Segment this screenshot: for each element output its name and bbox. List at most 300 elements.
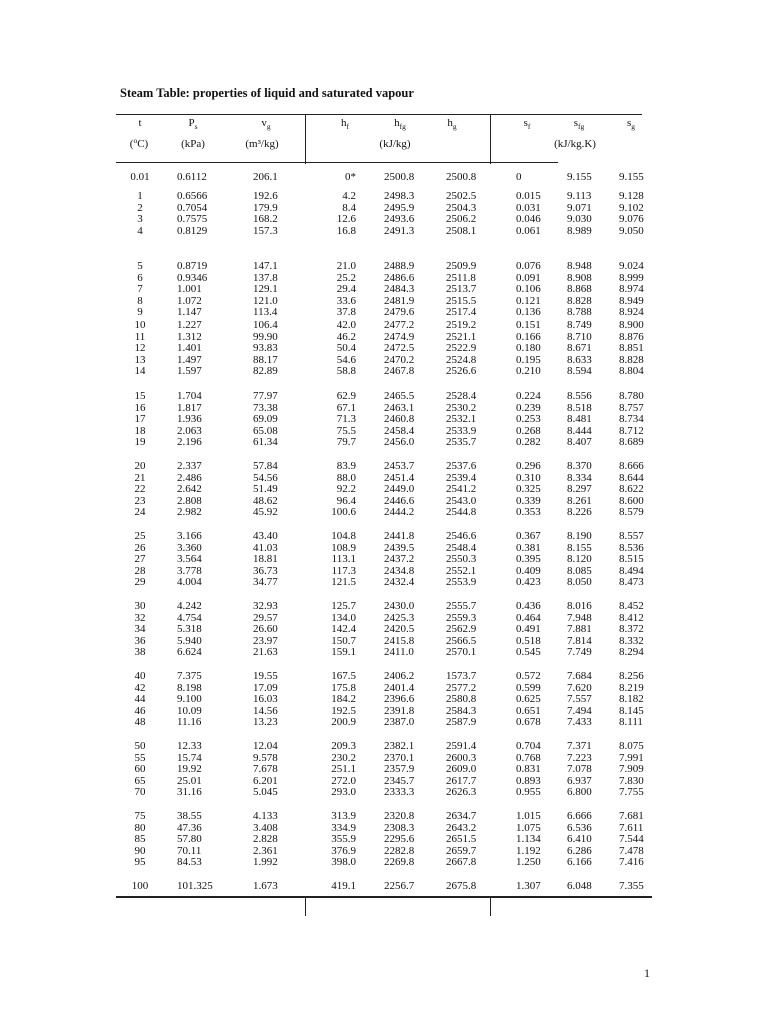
cell-sg: 7.478 xyxy=(619,844,644,857)
cell-vg: 18.81 xyxy=(253,553,278,566)
cell-hg: 2509.9 xyxy=(446,260,477,272)
cell-sfg: 8.120 xyxy=(567,553,592,566)
cell-hg: 2515.5 xyxy=(446,294,477,307)
cell-sg: 8.974 xyxy=(619,283,644,296)
cell-vg: 147.1 xyxy=(253,260,278,272)
cell-t: 23 xyxy=(134,494,146,507)
cell-hfg: 2491.3 xyxy=(384,224,415,237)
cell-vg: 32.93 xyxy=(253,600,278,612)
cell-sfg: 8.050 xyxy=(567,576,592,589)
cell-sf: 0.339 xyxy=(516,494,541,507)
cell-t: 7 xyxy=(137,283,143,296)
cell-sf: 0.395 xyxy=(516,553,541,566)
cell-ps: 3.778 xyxy=(177,564,202,577)
cell-hf: 175.8 xyxy=(331,681,356,694)
cell-t: 60 xyxy=(134,763,146,776)
cell-ps: 2.642 xyxy=(177,483,202,496)
cell-sfg: 9.071 xyxy=(567,201,592,214)
cell-t: 85 xyxy=(134,833,146,846)
cell-hfg: 2484.3 xyxy=(384,283,415,296)
cell-vg: 34.77 xyxy=(253,576,278,589)
cell-sfg: 6.800 xyxy=(567,786,592,799)
cell-sf: 0.253 xyxy=(516,413,541,426)
cell-hf: 200.9 xyxy=(331,716,356,729)
cell-vg: 93.83 xyxy=(253,342,278,355)
cell-sfg: 8.908 xyxy=(567,271,592,284)
cell-sfg: 7.620 xyxy=(567,681,592,694)
cell-sfg: 8.016 xyxy=(567,600,592,612)
cell-ps: 19.92 xyxy=(177,763,202,776)
cell-sfg: 8.085 xyxy=(567,564,592,577)
cell-sg: 7.991 xyxy=(619,751,644,764)
cell-hg: 2566.5 xyxy=(446,634,477,647)
cell-hg: 2591.4 xyxy=(446,740,477,752)
cell-ps: 1.704 xyxy=(177,390,202,402)
cell-sf: 0.367 xyxy=(516,530,541,542)
cell-hfg: 2256.7 xyxy=(384,880,415,892)
cell-hf: 96.4 xyxy=(336,494,356,507)
cell-vg: 45.92 xyxy=(253,506,278,519)
cell-hf: 88.0 xyxy=(336,471,356,484)
cell-vg: 41.03 xyxy=(253,541,278,554)
cell-hg: 2524.8 xyxy=(446,353,477,366)
cell-hg: 2526.6 xyxy=(446,365,477,378)
cell-sfg: 8.594 xyxy=(567,365,592,378)
cell-sf: 0.296 xyxy=(516,460,541,472)
cell-t: 4 xyxy=(137,224,143,237)
cell-hfg: 2396.6 xyxy=(384,693,415,706)
cell-hf: 46.2 xyxy=(336,330,356,343)
cell-hf: 134.0 xyxy=(331,611,356,624)
cell-ps: 1.147 xyxy=(177,306,202,319)
cell-hg: 2513.7 xyxy=(446,283,477,296)
cell-hf: 121.5 xyxy=(331,576,356,589)
cell-sf: 0.166 xyxy=(516,330,541,343)
cell-vg: 14.56 xyxy=(253,704,278,717)
cell-sf: 0.015 xyxy=(516,190,541,202)
cell-sfg: 7.371 xyxy=(567,740,592,752)
cell-t: 40 xyxy=(134,670,146,682)
cell-t: 25 xyxy=(134,530,146,542)
cell-hfg: 2357.9 xyxy=(384,763,415,776)
cell-t: 1 xyxy=(137,190,143,202)
cell-sf: 0.061 xyxy=(516,224,541,237)
cell-hf: 419.1 xyxy=(331,880,356,892)
cell-hg: 2552.1 xyxy=(446,564,477,577)
cell-hfg: 2432.4 xyxy=(384,576,415,589)
cell-hg: 2659.7 xyxy=(446,844,477,857)
cell-hg: 2559.3 xyxy=(446,611,477,624)
cell-hg: 2587.9 xyxy=(446,716,477,729)
cell-hf: 37.8 xyxy=(336,306,356,319)
cell-t: 90 xyxy=(134,844,146,857)
cell-vg: 7.678 xyxy=(253,763,278,776)
cell-vg: 2.828 xyxy=(253,833,278,846)
cell-ps: 0.9346 xyxy=(177,271,208,284)
cell-sf: 0.381 xyxy=(516,541,541,554)
cell-sf: 0 xyxy=(516,171,522,183)
cell-sf: 0.091 xyxy=(516,271,541,284)
cell-hfg: 2474.9 xyxy=(384,330,415,343)
cell-ps: 3.166 xyxy=(177,530,202,542)
cell-hg: 2533.9 xyxy=(446,424,477,437)
cell-sf: 0.031 xyxy=(516,201,541,214)
cell-sg: 8.412 xyxy=(619,611,644,624)
cell-sfg: 6.166 xyxy=(567,856,592,869)
cell-vg: 206.1 xyxy=(253,171,278,183)
cell-sfg: 8.788 xyxy=(567,306,592,319)
cell-hfg: 2486.6 xyxy=(384,271,415,284)
cell-vg: 65.08 xyxy=(253,424,278,437)
cell-vg: 19.55 xyxy=(253,670,278,682)
cell-sf: 0.046 xyxy=(516,213,541,226)
cell-hfg: 2282.8 xyxy=(384,844,415,857)
cell-hfg: 2382.1 xyxy=(384,740,415,752)
cell-hf: 192.5 xyxy=(331,704,356,717)
cell-vg: 12.04 xyxy=(253,740,278,752)
header-hg: $h_g$ xyxy=(447,117,457,131)
cell-hfg: 2488.9 xyxy=(384,260,415,272)
cell-hf: 54.6 xyxy=(336,353,356,366)
cell-sfg: 7.078 xyxy=(567,763,592,776)
cell-sg: 8.644 xyxy=(619,471,644,484)
cell-hf: 104.8 xyxy=(331,530,356,542)
table-title: Steam Table: properties of liquid and saturated vapour xyxy=(120,86,414,100)
cell-sfg: 6.666 xyxy=(567,810,592,822)
cell-sg: 7.755 xyxy=(619,786,644,799)
cell-ps: 101.325 xyxy=(177,880,213,892)
cell-vg: 48.62 xyxy=(253,494,278,507)
cell-hfg: 2453.7 xyxy=(384,460,415,472)
cell-sg: 8.666 xyxy=(619,460,644,472)
cell-hf: 100.6 xyxy=(331,506,356,519)
cell-hf: 150.7 xyxy=(331,634,356,647)
cell-vg: 129.1 xyxy=(253,283,278,296)
divider-s-bottom xyxy=(490,896,491,916)
cell-vg: 26.60 xyxy=(253,623,278,636)
cell-hfg: 2465.5 xyxy=(384,390,415,402)
cell-t: 27 xyxy=(134,553,146,566)
cell-hg: 2548.4 xyxy=(446,541,477,554)
cell-hg: 1573.7 xyxy=(446,670,477,682)
cell-sfg: 8.261 xyxy=(567,494,592,507)
cell-sg: 9.050 xyxy=(619,224,644,237)
cell-ps: 11.16 xyxy=(177,716,202,729)
cell-hfg: 2498.3 xyxy=(384,190,415,202)
cell-sfg: 8.407 xyxy=(567,436,592,449)
cell-ps: 25.01 xyxy=(177,774,202,787)
cell-hfg: 2479.6 xyxy=(384,306,415,319)
cell-sg: 8.494 xyxy=(619,564,644,577)
cell-hf: 71.3 xyxy=(336,413,356,426)
cell-hg: 2562.9 xyxy=(446,623,477,636)
cell-sg: 8.924 xyxy=(619,306,644,319)
cell-hg: 2634.7 xyxy=(446,810,477,822)
cell-ps: 38.55 xyxy=(177,810,202,822)
cell-sf: 0.491 xyxy=(516,623,541,636)
cell-vg: 82.89 xyxy=(253,365,278,378)
cell-sf: 0.436 xyxy=(516,600,541,612)
cell-hfg: 2470.2 xyxy=(384,353,415,366)
cell-vg: 1.992 xyxy=(253,856,278,869)
cell-ps: 2.063 xyxy=(177,424,202,437)
cell-hfg: 2477.2 xyxy=(384,319,415,331)
cell-ps: 5.318 xyxy=(177,623,202,636)
cell-sfg: 8.518 xyxy=(567,401,592,414)
cell-sg: 8.452 xyxy=(619,600,644,612)
cell-sf: 0.545 xyxy=(516,646,541,659)
cell-ps: 84.53 xyxy=(177,856,202,869)
cell-sfg: 8.444 xyxy=(567,424,592,437)
cell-sf: 0.831 xyxy=(516,763,541,776)
cell-sg: 8.256 xyxy=(619,670,644,682)
cell-sf: 0.572 xyxy=(516,670,541,682)
cell-hg: 2517.4 xyxy=(446,306,477,319)
cell-sf: 0.893 xyxy=(516,774,541,787)
cell-t: 75 xyxy=(134,810,146,822)
cell-ps: 2.196 xyxy=(177,436,202,449)
cell-hfg: 2456.0 xyxy=(384,436,415,449)
cell-sg: 7.355 xyxy=(619,880,644,892)
cell-hfg: 2446.6 xyxy=(384,494,415,507)
cell-hf: 0* xyxy=(345,171,356,183)
cell-sg: 8.828 xyxy=(619,353,644,366)
cell-hg: 2546.6 xyxy=(446,530,477,542)
cell-ps: 47.36 xyxy=(177,821,202,834)
cell-sfg: 6.410 xyxy=(567,833,592,846)
cell-t: 50 xyxy=(134,740,146,752)
header-hfg: $h_{fg}$ xyxy=(394,117,406,131)
cell-hfg: 2295.6 xyxy=(384,833,415,846)
cell-t: 2 xyxy=(137,201,143,214)
cell-t: 19 xyxy=(134,436,146,449)
cell-t: 55 xyxy=(134,751,146,764)
cell-hfg: 2387.0 xyxy=(384,716,415,729)
cell-hf: 25.2 xyxy=(336,271,356,284)
unit-ps: (kPa) xyxy=(181,138,205,150)
cell-sfg: 8.481 xyxy=(567,413,592,426)
cell-sfg: 8.556 xyxy=(567,390,592,402)
cell-hg: 2502.5 xyxy=(446,190,477,202)
cell-hfg: 2444.2 xyxy=(384,506,415,519)
cell-vg: 57.84 xyxy=(253,460,278,472)
cell-sf: 0.423 xyxy=(516,576,541,589)
cell-hfg: 2460.8 xyxy=(384,413,415,426)
cell-sg: 7.416 xyxy=(619,856,644,869)
cell-ps: 70.11 xyxy=(177,844,202,857)
cell-sfg: 8.710 xyxy=(567,330,592,343)
cell-t: 34 xyxy=(134,623,146,636)
cell-hf: 108.9 xyxy=(331,541,356,554)
cell-vg: 137.8 xyxy=(253,271,278,284)
cell-sfg: 8.190 xyxy=(567,530,592,542)
cell-sg: 8.734 xyxy=(619,413,644,426)
cell-ps: 3.360 xyxy=(177,541,202,554)
cell-sfg: 7.433 xyxy=(567,716,592,729)
cell-vg: 23.97 xyxy=(253,634,278,647)
cell-sf: 0.955 xyxy=(516,786,541,799)
cell-sfg: 8.297 xyxy=(567,483,592,496)
cell-sg: 8.712 xyxy=(619,424,644,437)
cell-hg: 2553.9 xyxy=(446,576,477,589)
cell-t: 3 xyxy=(137,213,143,226)
cell-sg: 8.804 xyxy=(619,365,644,378)
cell-hg: 2508.1 xyxy=(446,224,477,237)
cell-vg: 4.133 xyxy=(253,810,278,822)
cell-sfg: 7.881 xyxy=(567,623,592,636)
cell-ps: 1.001 xyxy=(177,283,202,296)
divider-h-top xyxy=(305,114,306,164)
cell-ps: 15.74 xyxy=(177,751,202,764)
cell-t: 100 xyxy=(131,880,149,892)
cell-sf: 0.121 xyxy=(516,294,541,307)
cell-sg: 8.515 xyxy=(619,553,644,566)
cell-sg: 7.544 xyxy=(619,833,644,846)
cell-sfg: 8.155 xyxy=(567,541,592,554)
unit-t: ($^o$C) xyxy=(129,136,149,150)
cell-hfg: 2370.1 xyxy=(384,751,415,764)
header-rule xyxy=(116,162,558,163)
header-t: t xyxy=(138,117,142,129)
cell-t: 28 xyxy=(134,564,146,577)
cell-t: 46 xyxy=(134,704,146,717)
cell-hf: 50.4 xyxy=(336,342,356,355)
header-sf: $s_f$ xyxy=(523,117,531,131)
cell-sfg: 9.155 xyxy=(567,171,592,183)
cell-hfg: 2391.8 xyxy=(384,704,415,717)
cell-ps: 2.982 xyxy=(177,506,202,519)
cell-hf: 33.6 xyxy=(336,294,356,307)
cell-hfg: 2333.3 xyxy=(384,786,415,799)
cell-hf: 184.2 xyxy=(331,693,356,706)
cell-t: 14 xyxy=(134,365,146,378)
cell-hg: 2511.8 xyxy=(446,271,476,284)
cell-hg: 2532.1 xyxy=(446,413,477,426)
cell-hg: 2528.4 xyxy=(446,390,477,402)
cell-hf: 159.1 xyxy=(331,646,356,659)
cell-hfg: 2451.4 xyxy=(384,471,415,484)
cell-t: 95 xyxy=(134,856,146,869)
cell-vg: 13.23 xyxy=(253,716,278,729)
cell-hfg: 2420.5 xyxy=(384,623,415,636)
cell-hfg: 2345.7 xyxy=(384,774,415,787)
cell-hf: 251.1 xyxy=(331,763,356,776)
cell-sfg: 8.948 xyxy=(567,260,592,272)
cell-vg: 121.0 xyxy=(253,294,278,307)
cell-sfg: 6.937 xyxy=(567,774,592,787)
cell-vg: 113.4 xyxy=(253,306,278,319)
cell-ps: 4.004 xyxy=(177,576,202,589)
cell-ps: 0.7054 xyxy=(177,201,208,214)
cell-hfg: 2449.0 xyxy=(384,483,415,496)
cell-vg: 36.73 xyxy=(253,564,278,577)
cell-hg: 2609.0 xyxy=(446,763,477,776)
cell-hg: 2577.2 xyxy=(446,681,477,694)
cell-ps: 31.16 xyxy=(177,786,202,799)
cell-sf: 1.192 xyxy=(516,844,541,857)
cell-vg: 3.408 xyxy=(253,821,278,834)
cell-vg: 1.673 xyxy=(253,880,278,892)
cell-sfg: 8.370 xyxy=(567,460,592,472)
cell-sfg: 6.286 xyxy=(567,844,592,857)
cell-sg: 8.780 xyxy=(619,390,644,402)
cell-sfg: 8.633 xyxy=(567,353,592,366)
cell-sg: 9.128 xyxy=(619,190,644,202)
cell-hfg: 2481.9 xyxy=(384,294,415,307)
cell-sg: 7.611 xyxy=(619,821,644,834)
cell-hf: 230.2 xyxy=(331,751,356,764)
cell-vg: 179.9 xyxy=(253,201,278,214)
page-number: 1 xyxy=(644,966,650,980)
cell-hg: 2519.2 xyxy=(446,319,477,331)
cell-t: 17 xyxy=(134,413,146,426)
cell-hg: 2504.3 xyxy=(446,201,477,214)
cell-vg: 88.17 xyxy=(253,353,278,366)
cell-hg: 2651.5 xyxy=(446,833,477,846)
bottom-rule xyxy=(116,896,652,898)
cell-sfg: 8.989 xyxy=(567,224,592,237)
cell-ps: 3.564 xyxy=(177,553,202,566)
cell-t: 36 xyxy=(134,634,146,647)
cell-ps: 1.072 xyxy=(177,294,202,307)
cell-hg: 2643.2 xyxy=(446,821,477,834)
cell-hfg: 2406.2 xyxy=(384,670,415,682)
cell-vg: 21.63 xyxy=(253,646,278,659)
cell-t: 6 xyxy=(137,271,143,284)
cell-sg: 7.681 xyxy=(619,810,644,822)
cell-sg: 7.909 xyxy=(619,763,644,776)
cell-hf: 92.2 xyxy=(336,483,356,496)
cell-hg: 2521.1 xyxy=(446,330,477,343)
cell-vg: 16.03 xyxy=(253,693,278,706)
cell-vg: 54.56 xyxy=(253,471,278,484)
cell-sfg: 7.557 xyxy=(567,693,592,706)
cell-ps: 1.497 xyxy=(177,353,202,366)
cell-hf: 79.7 xyxy=(336,436,356,449)
cell-t: 5 xyxy=(137,260,143,272)
cell-hf: 29.4 xyxy=(336,283,356,296)
header-hf: $h_f$ xyxy=(341,117,349,131)
cell-sf: 0.195 xyxy=(516,353,541,366)
cell-hg: 2675.8 xyxy=(446,880,477,892)
cell-hf: 313.9 xyxy=(331,810,356,822)
cell-ps: 0.8719 xyxy=(177,260,208,272)
divider-s-top xyxy=(490,114,491,164)
cell-hfg: 2269.8 xyxy=(384,856,415,869)
cell-sg: 8.536 xyxy=(619,541,644,554)
cell-vg: 73.38 xyxy=(253,401,278,414)
cell-t: 10 xyxy=(134,319,146,331)
cell-ps: 8.198 xyxy=(177,681,202,694)
cell-sf: 0.651 xyxy=(516,704,541,717)
cell-t: 32 xyxy=(134,611,146,624)
cell-hfg: 2441.8 xyxy=(384,530,415,542)
cell-hf: 83.9 xyxy=(336,460,356,472)
cell-hg: 2555.7 xyxy=(446,600,477,612)
cell-sf: 0.464 xyxy=(516,611,541,624)
cell-vg: 51.49 xyxy=(253,483,278,496)
cell-ps: 1.936 xyxy=(177,413,202,426)
cell-sf: 0.599 xyxy=(516,681,541,694)
cell-sfg: 8.749 xyxy=(567,319,592,331)
cell-sf: 0.239 xyxy=(516,401,541,414)
cell-ps: 0.6112 xyxy=(177,171,207,183)
cell-sg: 8.294 xyxy=(619,646,644,659)
unit-s: (kJ/kg.K) xyxy=(554,138,596,150)
cell-sf: 0.310 xyxy=(516,471,541,484)
cell-sg: 8.622 xyxy=(619,483,644,496)
cell-ps: 2.486 xyxy=(177,471,202,484)
